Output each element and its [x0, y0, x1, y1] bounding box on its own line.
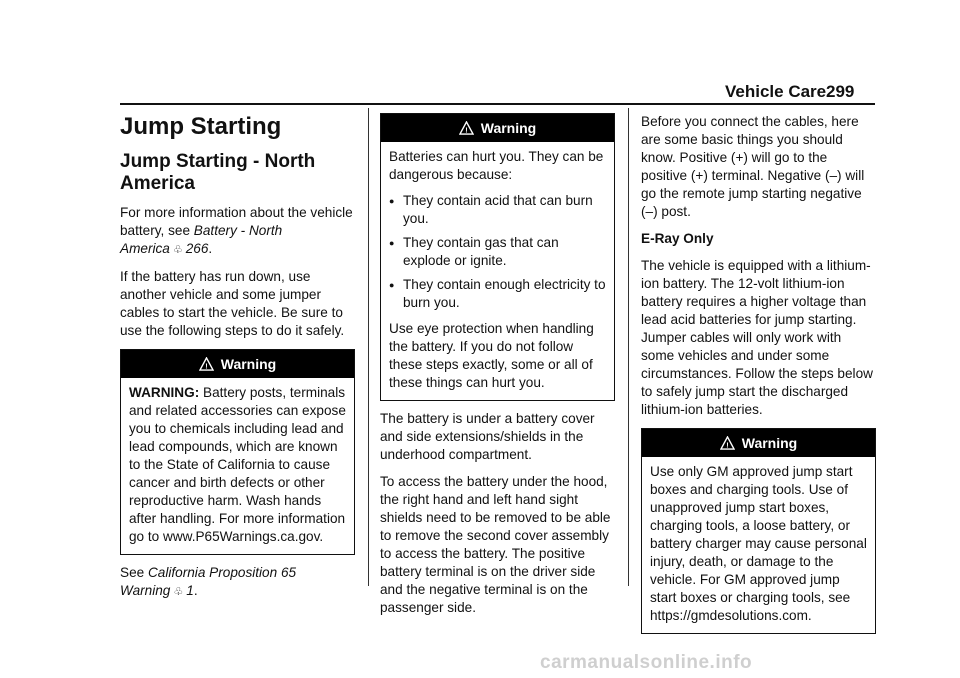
warning-text — [129, 384, 346, 546]
column-2 — [380, 113, 615, 626]
intro-paragraph: If the battery has run down, use another vehicle and some jumper cables to start the vehicle. Be sure to use the following steps to do it safely. — [120, 269, 345, 338]
cable-basics-paragraph: Before you connect the cables, here are some basic things you should know. Positive (+) will go to the positive (+) terminal. Negative (–) will go the remote jump starting negative (–) post. — [641, 114, 865, 219]
warning-lead: WARNING: — [129, 385, 200, 400]
warning-header — [121, 350, 354, 378]
warning-text: Use only GM approved jump start boxes and charging tools. Use of unapproved jump start boxes, charging tools, a loose battery, or battery charger may cause personal injury, death, or damage to the vehicle. For GM approved jump start boxes or charging tools, see https://gmdesolutions.com. — [650, 464, 867, 623]
page-number: 299 — [826, 82, 855, 101]
warning-outro: Use eye protection when handling the battery. If you do not follow these steps exactly, some or all of these things can hurt you. — [389, 321, 594, 390]
warning-title: Warning — [220, 356, 277, 372]
see-reference-paragraph — [120, 564, 355, 601]
page-reference-arrow-icon: ♧ — [172, 244, 183, 256]
warning-header — [642, 429, 875, 457]
battery-location-paragraph: The battery is under a battery cover and side extensions/shields in the underhood compartment. — [380, 411, 595, 462]
warning-bullet: ● They contain gas that can explode or ignite. — [389, 234, 606, 270]
paragraph-end: . — [208, 241, 213, 256]
see-text: See — [120, 565, 148, 580]
column-divider-2 — [628, 108, 629, 586]
warning-triangle-icon — [459, 121, 474, 135]
warning-detail: Battery posts, terminals and related accessories can expose you to chemicals including lead and lead compounds, which are known to the State of California to cause cancer and birth defects or other reproductive harm. Wash hands after handling. For more information go to www.P65Warnings.ca.gov. — [129, 385, 346, 544]
section-title: Jump Starting — [120, 113, 282, 140]
warning-title: Warning — [741, 435, 798, 451]
svg-text:!: ! — [465, 125, 468, 135]
warning-title: Warning — [480, 120, 537, 136]
warning-bullet: ● They contain enough electricity to burn you. — [389, 276, 606, 312]
lithium-ion-paragraph: The vehicle is equipped with a lithium-ion battery. The 12-volt lithium-ion battery requires a higher voltage than lead acid batteries for jump starting. Jumper cables will only work with some vehicles and under some circumstances. Follow the steps below to safely jump start the discharged lithium-ion batteries. — [641, 258, 873, 417]
running-header-section: Vehicle Care — [725, 82, 827, 101]
see-end: . — [193, 583, 198, 598]
e-ray-subheading: E-Ray Only — [641, 231, 714, 246]
battery-reference-link[interactable]: Battery - North America — [120, 223, 283, 256]
warning-body — [381, 142, 614, 400]
prop65-reference-link[interactable]: California Proposition 65 Warning — [120, 565, 297, 598]
column-1 — [120, 113, 355, 610]
prop65-warning-box — [120, 349, 355, 555]
column-divider-1 — [368, 108, 369, 586]
svg-text:!: ! — [205, 361, 208, 371]
battery-access-paragraph: To access the battery under the hood, the right hand and left hand sight shields need to be removed to be able to remove the second cover assembly to access the battery. The positive battery terminal is on the driver side and the negative terminal is on the passenger side. — [380, 474, 611, 615]
warning-body — [642, 457, 875, 633]
site-watermark: carmanualsonline.info — [540, 652, 753, 673]
warning-bullet: ● They contain acid that can burn you. — [389, 192, 606, 228]
page-reference-arrow-icon: ♧ — [173, 586, 184, 598]
battery-danger-warning-box — [380, 113, 615, 401]
warning-triangle-icon — [720, 436, 735, 450]
warning-bullet-list — [389, 192, 606, 312]
paragraph-text: For more information about the vehicle battery, see — [120, 205, 353, 238]
prop65-reference-page[interactable]: 1 — [186, 583, 194, 598]
column-3 — [641, 113, 876, 643]
warning-intro: Batteries can hurt you. They can be dangerous because: — [389, 149, 604, 182]
gm-approved-warning-box — [641, 428, 876, 634]
warning-header — [381, 114, 614, 142]
warning-triangle-icon — [199, 357, 214, 371]
battery-reference-paragraph — [120, 204, 355, 259]
battery-reference-page[interactable]: 266 — [185, 241, 209, 256]
subsection-title: Jump Starting - North America — [120, 151, 316, 194]
warning-body — [121, 378, 354, 554]
svg-text:!: ! — [726, 440, 729, 450]
header-rule — [120, 103, 875, 105]
